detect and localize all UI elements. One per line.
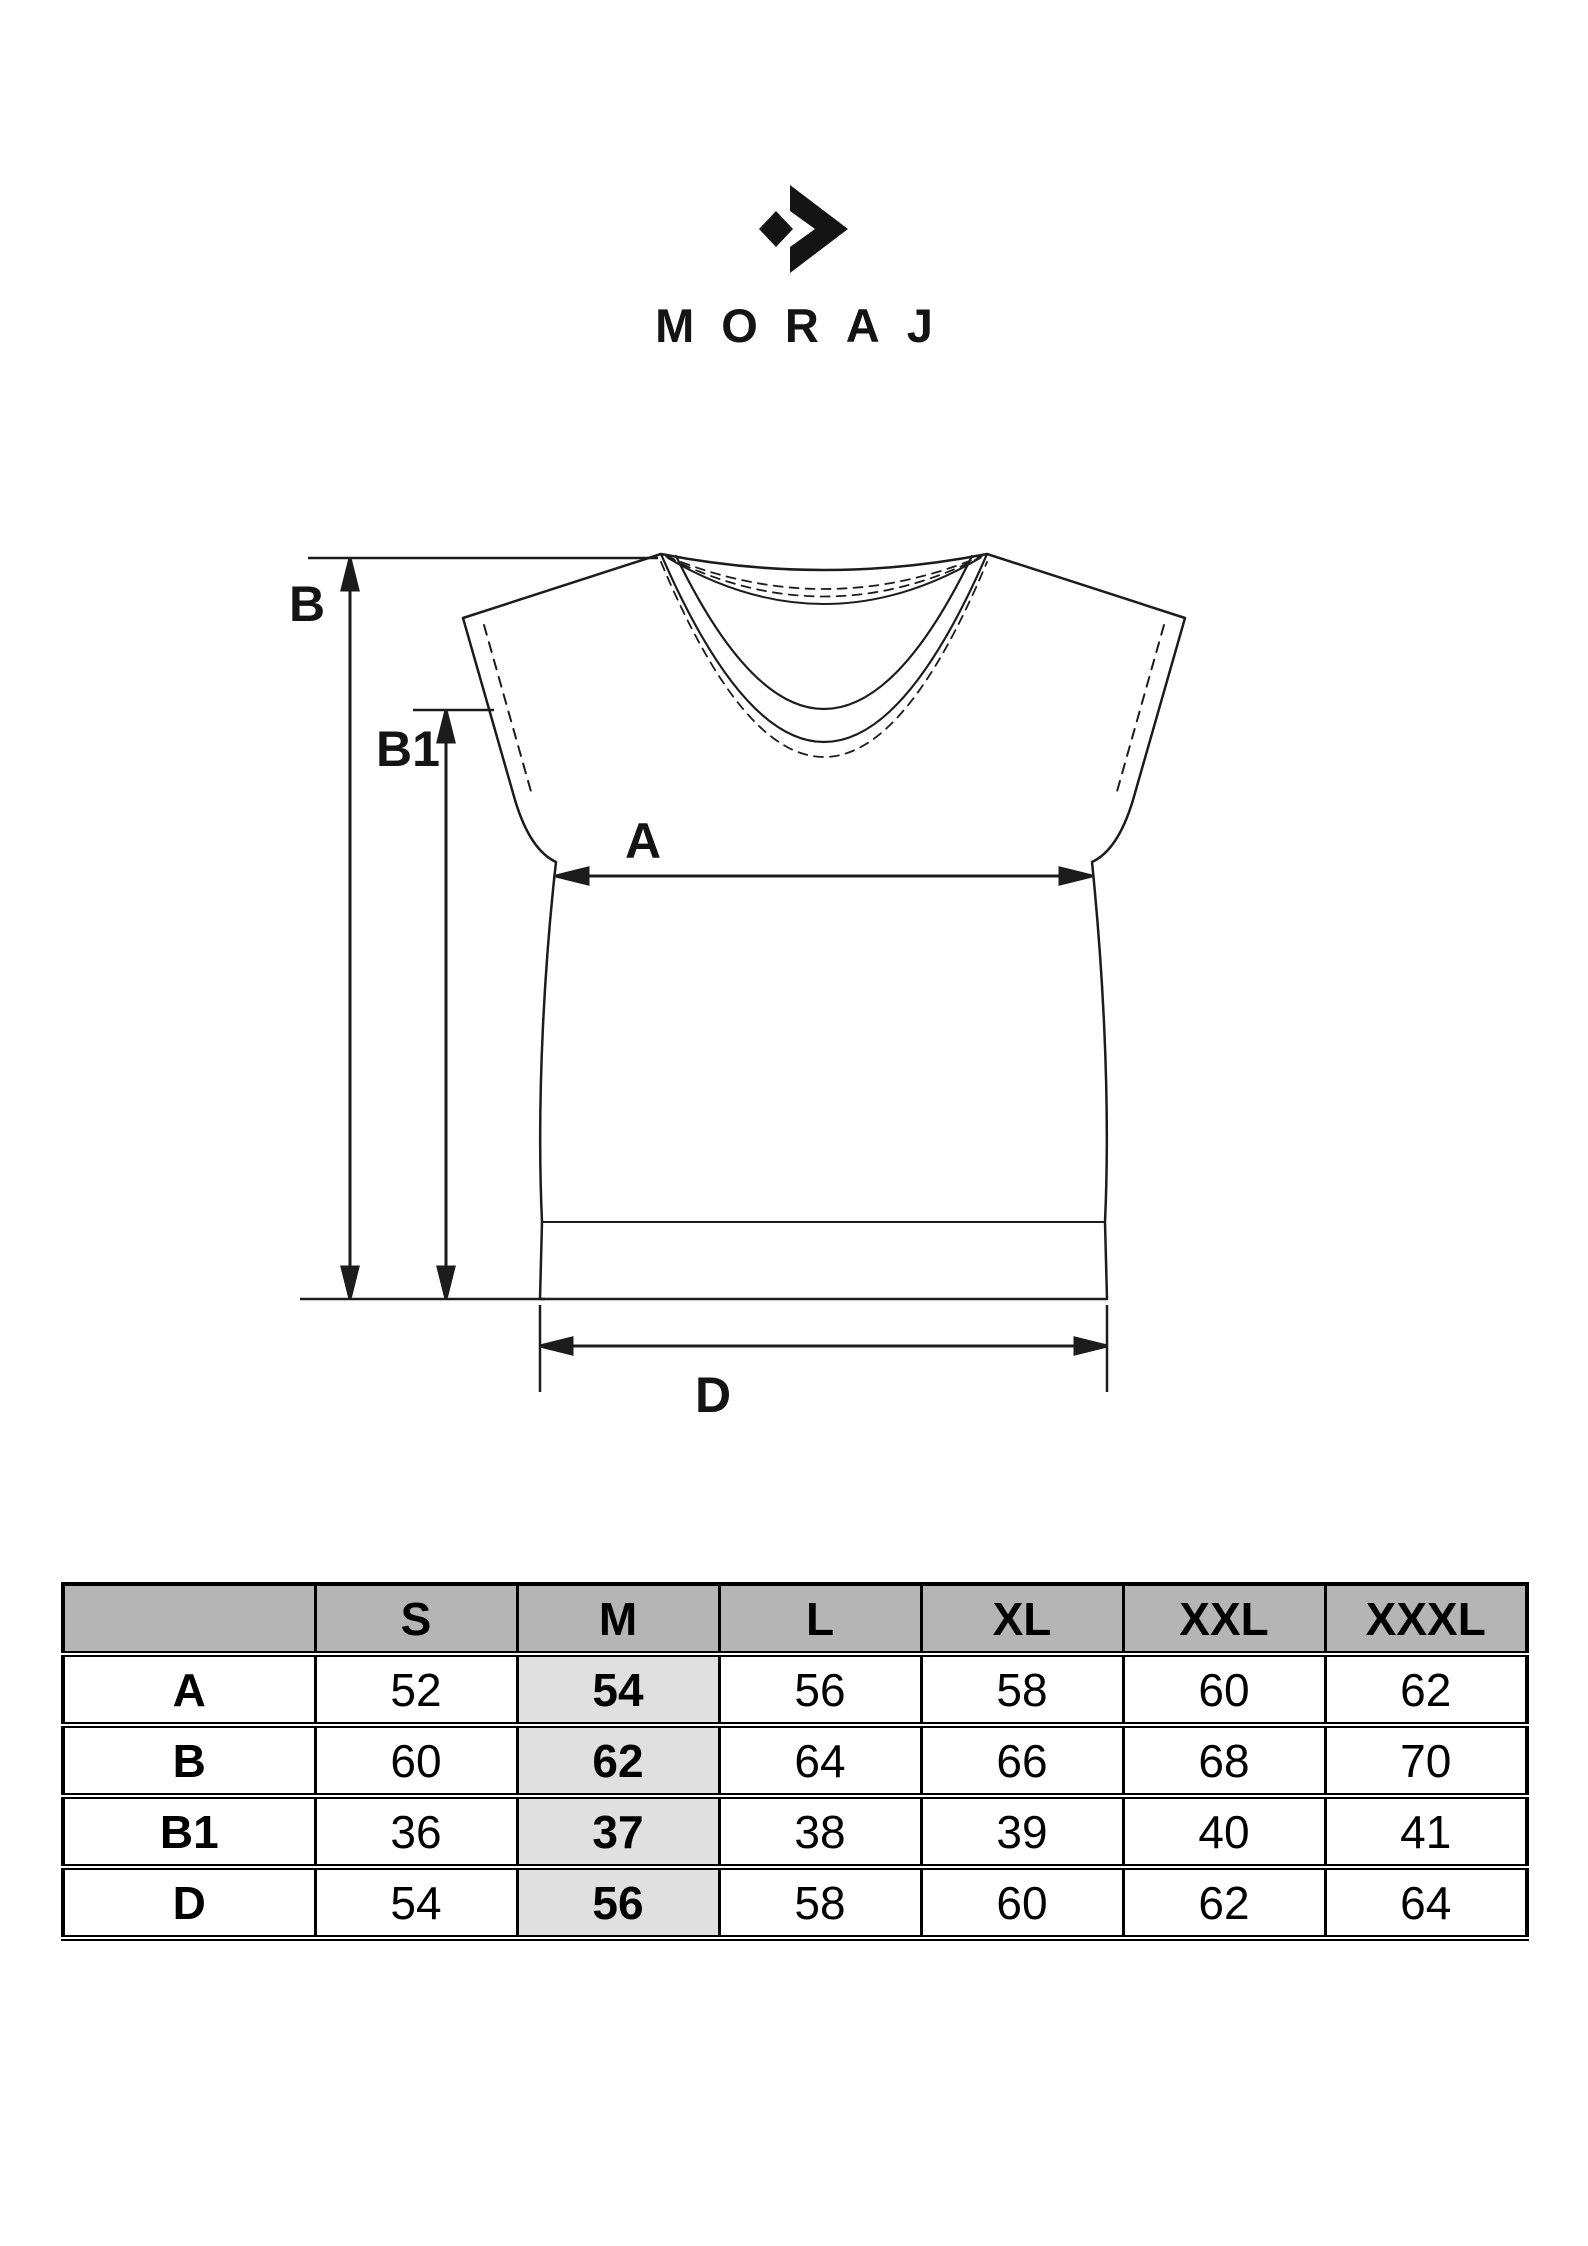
table-row-b1 — [63, 1796, 1527, 1867]
logo-chevron-shape — [790, 185, 848, 273]
cell-b1-xxxl: 41 — [1325, 1796, 1527, 1867]
cell-d-s: 54 — [315, 1867, 517, 1938]
cell-d-xxxl: 64 — [1325, 1867, 1527, 1938]
size-table-corner-cell — [63, 1584, 315, 1654]
dimension-label-b1: B1 — [376, 721, 440, 777]
cell-a-m: 54 — [517, 1654, 719, 1725]
cell-d-l: 58 — [719, 1867, 921, 1938]
cell-b-xxl: 68 — [1123, 1725, 1325, 1796]
size-column-header-xxl: XXL — [1123, 1584, 1325, 1654]
size-column-header-xl: XL — [921, 1584, 1123, 1654]
cell-b-s: 60 — [315, 1725, 517, 1796]
cell-b-xl: 66 — [921, 1725, 1123, 1796]
cell-b-l: 64 — [719, 1725, 921, 1796]
size-table — [61, 1582, 1529, 1941]
cell-b1-m: 37 — [517, 1796, 719, 1867]
brand-wordmark: MORAJ — [655, 299, 960, 352]
cell-b1-l: 38 — [719, 1796, 921, 1867]
size-column-header-l: L — [719, 1584, 921, 1654]
size-column-header-xxxl: XXXL — [1325, 1584, 1527, 1654]
size-column-header-m: M — [517, 1584, 719, 1654]
row-label-b1: B1 — [63, 1796, 315, 1867]
dimension-label-d: D — [694, 1367, 732, 1423]
cell-a-xxl: 60 — [1123, 1654, 1325, 1725]
cell-b1-xxl: 40 — [1123, 1796, 1325, 1867]
cell-a-l: 56 — [719, 1654, 921, 1725]
table-row-d — [63, 1867, 1527, 1938]
table-row-b — [63, 1725, 1527, 1796]
cell-b1-s: 36 — [315, 1796, 517, 1867]
dimension-label-b: B — [288, 576, 326, 632]
cell-d-xl: 60 — [921, 1867, 1123, 1938]
cell-a-s: 52 — [315, 1654, 517, 1725]
cell-a-xxxl: 62 — [1325, 1654, 1527, 1725]
row-label-a: A — [63, 1654, 315, 1725]
row-label-b: B — [63, 1725, 315, 1796]
dimension-arrow-b — [342, 558, 358, 1299]
dimension-arrow-d — [540, 1338, 1107, 1354]
cell-a-xl: 58 — [921, 1654, 1123, 1725]
tshirt-drawing — [463, 554, 1185, 1299]
cell-d-m: 56 — [517, 1867, 719, 1938]
table-row-a — [63, 1654, 1527, 1725]
size-table-header-row — [63, 1584, 1527, 1654]
cell-b-m: 62 — [517, 1725, 719, 1796]
dimension-label-a: A — [624, 813, 662, 869]
tshirt-outline — [463, 554, 1185, 1299]
dimension-arrow-b1 — [438, 710, 454, 1299]
brand-logo-icon — [759, 185, 848, 273]
row-label-d: D — [63, 1867, 315, 1938]
logo-diamond-shape — [759, 211, 793, 247]
size-column-header-s: S — [315, 1584, 517, 1654]
cell-b1-xl: 39 — [921, 1796, 1123, 1867]
cell-b-xxxl: 70 — [1325, 1725, 1527, 1796]
cell-d-xxl: 62 — [1123, 1867, 1325, 1938]
